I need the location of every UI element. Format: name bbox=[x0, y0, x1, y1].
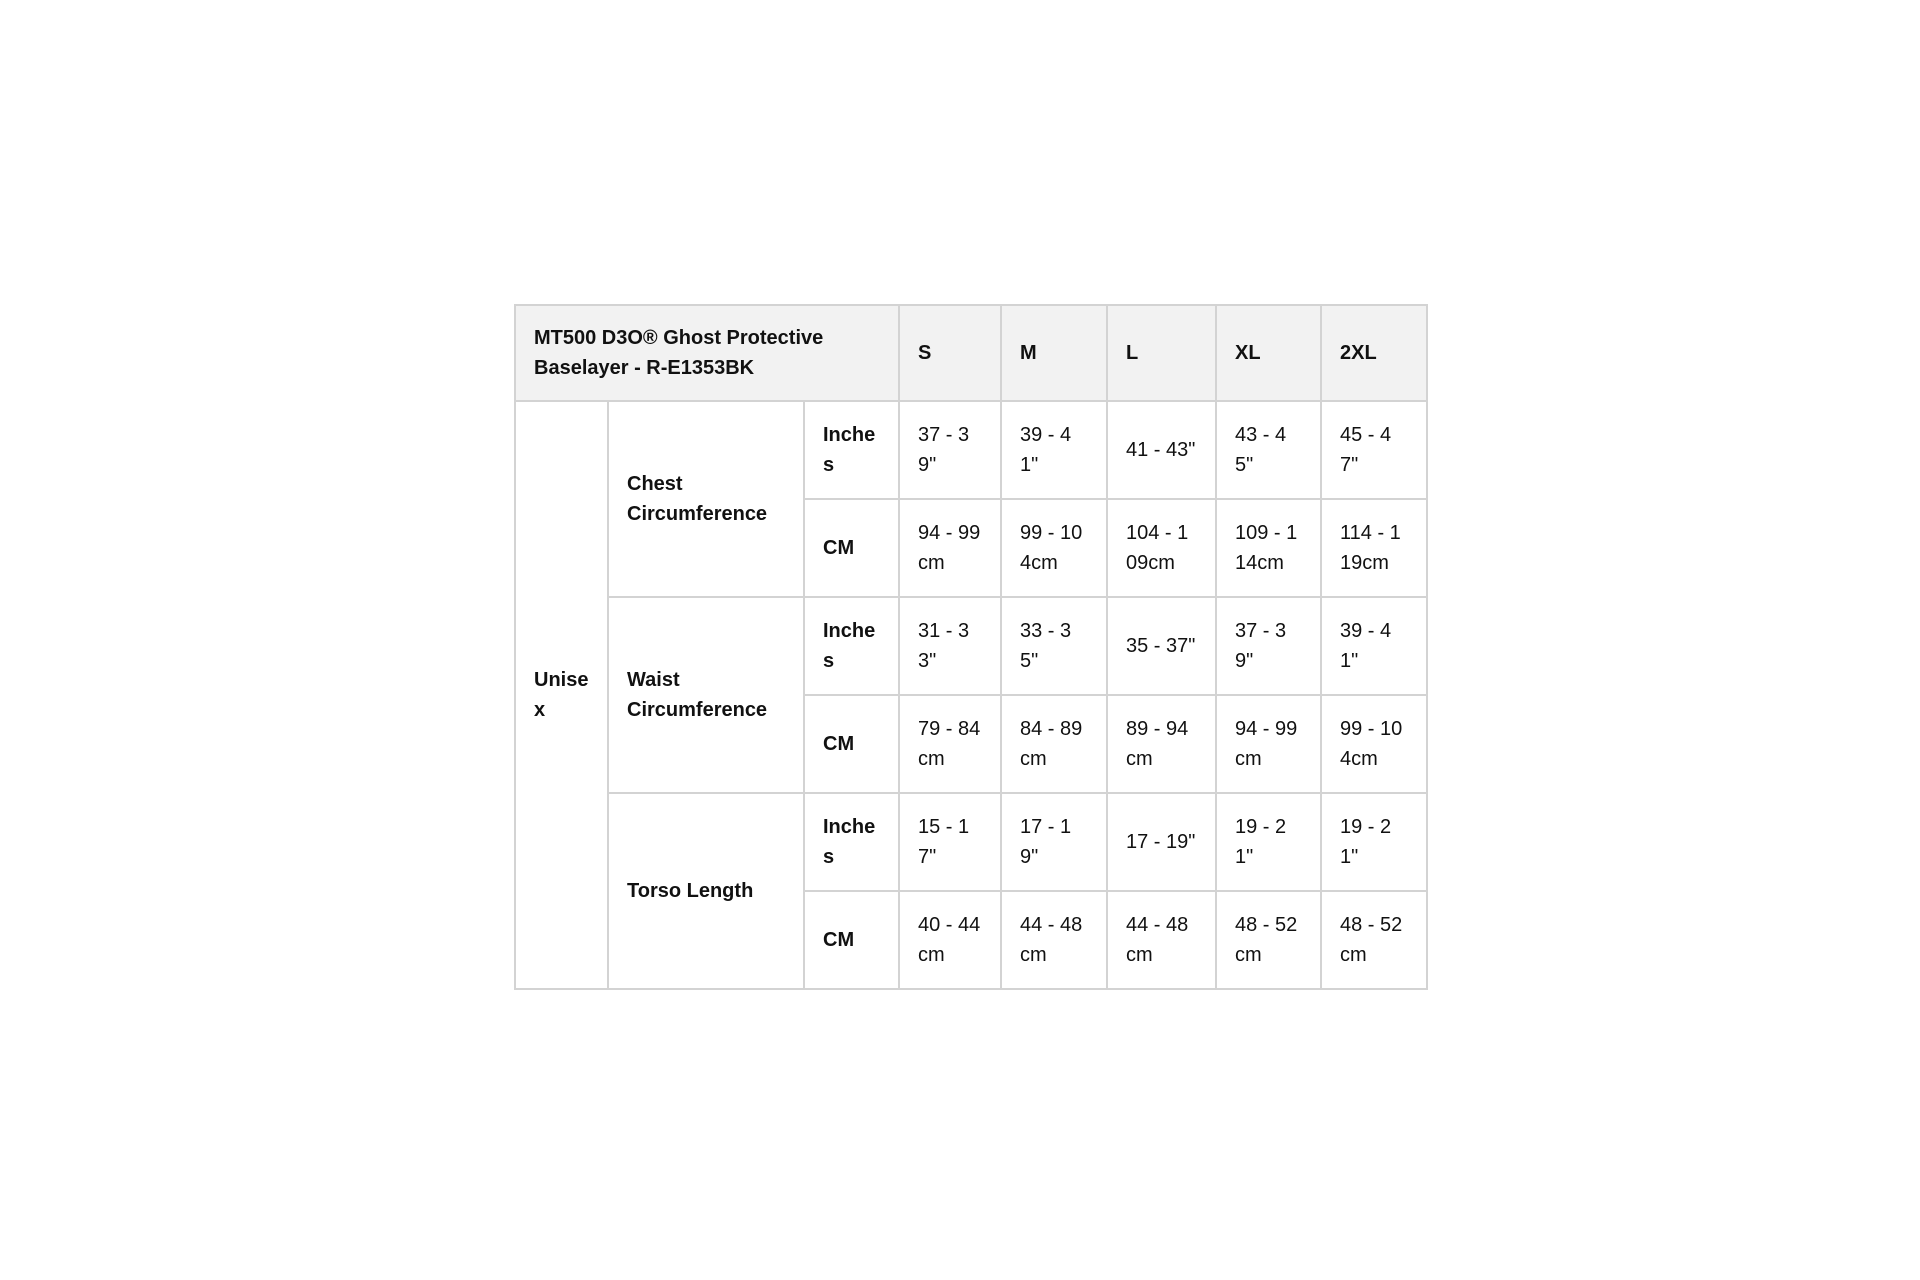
size-value: 17 - 19" bbox=[1107, 793, 1216, 891]
gender-label: Unisex bbox=[515, 401, 608, 989]
size-header-xl: XL bbox=[1216, 305, 1321, 401]
size-header-l: L bbox=[1107, 305, 1216, 401]
size-header-s: S bbox=[899, 305, 1001, 401]
size-value: 37 - 39" bbox=[899, 401, 1001, 499]
size-value: 89 - 94cm bbox=[1107, 695, 1216, 793]
size-value: 19 - 21" bbox=[1216, 793, 1321, 891]
size-value: 84 - 89cm bbox=[1001, 695, 1107, 793]
size-value: 99 - 104cm bbox=[1321, 695, 1427, 793]
size-value: 104 - 109cm bbox=[1107, 499, 1216, 597]
size-value: 41 - 43" bbox=[1107, 401, 1216, 499]
size-value: 17 - 19" bbox=[1001, 793, 1107, 891]
unit-label: Inches bbox=[804, 597, 899, 695]
size-header-m: M bbox=[1001, 305, 1107, 401]
size-value: 48 - 52cm bbox=[1216, 891, 1321, 989]
size-value: 44 - 48cm bbox=[1107, 891, 1216, 989]
unit-label: Inches bbox=[804, 793, 899, 891]
size-value: 39 - 41" bbox=[1321, 597, 1427, 695]
size-value: 45 - 47" bbox=[1321, 401, 1427, 499]
unit-label: Inches bbox=[804, 401, 899, 499]
header-row bbox=[515, 305, 1427, 401]
measurement-label-waist: Waist Circumference bbox=[608, 597, 804, 793]
product-title: MT500 D3O® Ghost Protective Baselayer - R-E1353BK bbox=[515, 305, 899, 401]
size-value: 99 - 104cm bbox=[1001, 499, 1107, 597]
size-value: 40 - 44cm bbox=[899, 891, 1001, 989]
size-value: 33 - 35" bbox=[1001, 597, 1107, 695]
size-value: 43 - 45" bbox=[1216, 401, 1321, 499]
size-value: 15 - 17" bbox=[899, 793, 1001, 891]
table-row bbox=[515, 597, 1427, 695]
table-row bbox=[515, 401, 1427, 499]
unit-label: CM bbox=[804, 695, 899, 793]
size-value: 48 - 52cm bbox=[1321, 891, 1427, 989]
size-value: 31 - 33" bbox=[899, 597, 1001, 695]
size-value: 79 - 84cm bbox=[899, 695, 1001, 793]
size-value: 44 - 48cm bbox=[1001, 891, 1107, 989]
size-header-2xl: 2XL bbox=[1321, 305, 1427, 401]
size-value: 109 - 114cm bbox=[1216, 499, 1321, 597]
unit-label: CM bbox=[804, 891, 899, 989]
size-value: 35 - 37" bbox=[1107, 597, 1216, 695]
size-value: 37 - 39" bbox=[1216, 597, 1321, 695]
size-chart-table bbox=[514, 304, 1428, 990]
size-value: 94 - 99cm bbox=[1216, 695, 1321, 793]
size-value: 94 - 99cm bbox=[899, 499, 1001, 597]
measurement-label-chest: Chest Circumference bbox=[608, 401, 804, 597]
measurement-label-torso: Torso Length bbox=[608, 793, 804, 989]
size-chart-container bbox=[514, 304, 1428, 990]
table-row bbox=[515, 793, 1427, 891]
size-value: 39 - 41" bbox=[1001, 401, 1107, 499]
size-value: 19 - 21" bbox=[1321, 793, 1427, 891]
unit-label: CM bbox=[804, 499, 899, 597]
size-value: 114 - 119cm bbox=[1321, 499, 1427, 597]
